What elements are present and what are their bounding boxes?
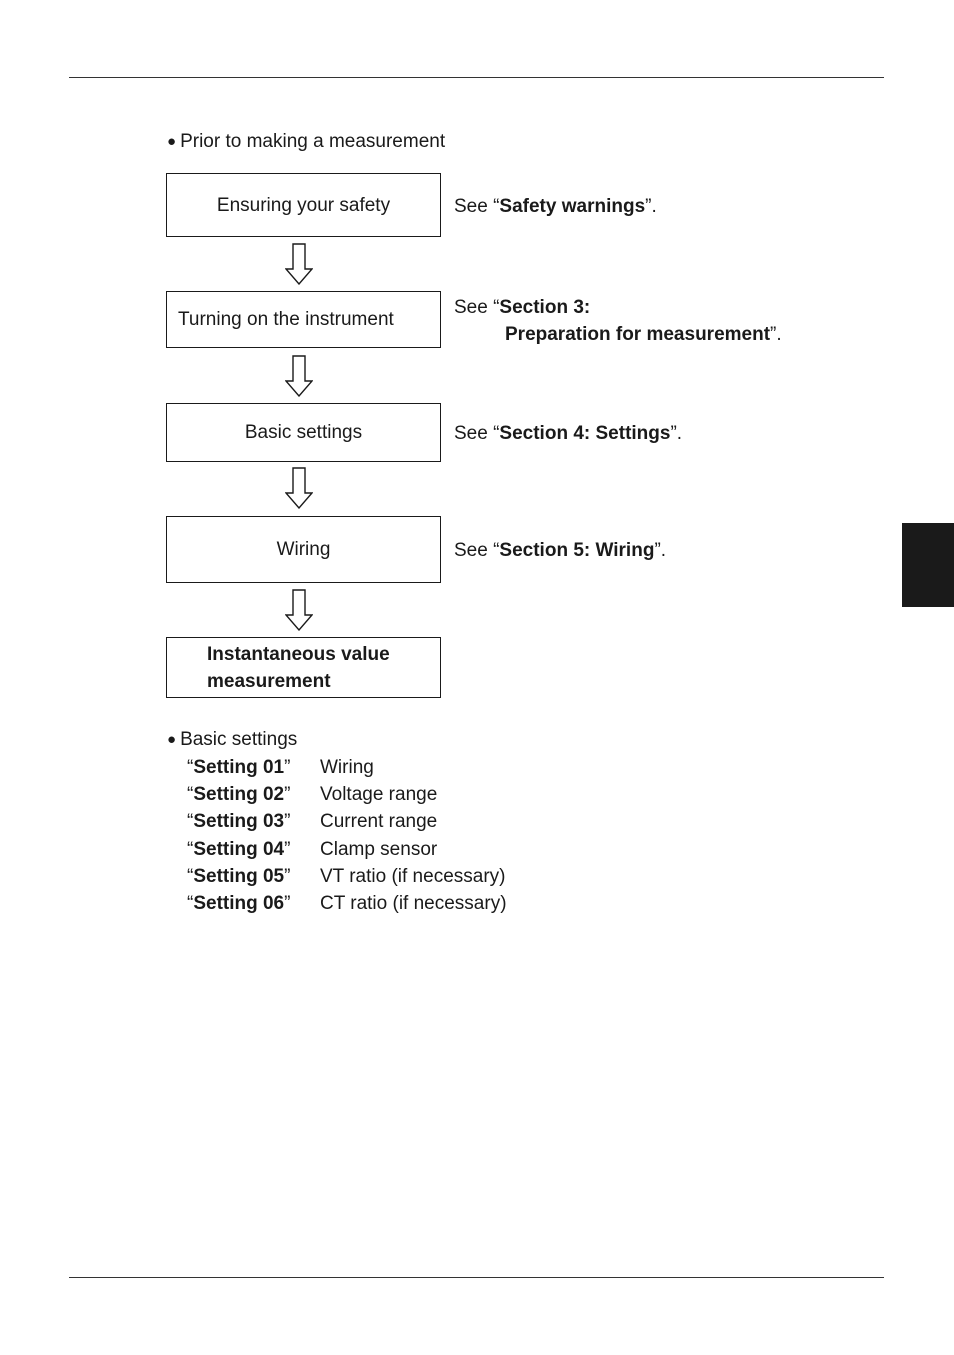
flow-box-safety: Ensuring your safety bbox=[166, 173, 441, 237]
header-rule bbox=[69, 77, 884, 78]
down-arrow-icon bbox=[285, 243, 313, 285]
bullet-icon: ● bbox=[167, 731, 177, 748]
settings-list-item: “Setting 03” Current range bbox=[187, 811, 438, 833]
see-ref-section-5: See “Section 5: Wiring”. bbox=[454, 540, 667, 561]
settings-list bbox=[187, 754, 507, 917]
intro-heading: ● Prior to making a measurement bbox=[167, 131, 446, 152]
settings-list-item: “Setting 01” Wiring bbox=[187, 757, 374, 778]
settings-list-item: “Setting 02” Voltage range bbox=[187, 784, 438, 806]
see-ref-section-3: See “Section 3: Preparation for measurement”. bbox=[454, 297, 782, 345]
flow-box-power-on: Turning on the instrument bbox=[166, 291, 441, 348]
bullet-icon: ● bbox=[167, 133, 177, 150]
basic-settings-heading: ● Basic settings bbox=[167, 729, 298, 750]
down-arrow-icon bbox=[285, 589, 313, 631]
settings-list-item: “Setting 05” VT ratio (if necessary) bbox=[187, 865, 506, 887]
flow-box-measurement: Instantaneous value measurement bbox=[166, 637, 441, 698]
see-ref-safety: See “Safety warnings”. bbox=[454, 196, 657, 217]
settings-list-item: “Setting 04” Clamp sensor bbox=[187, 838, 438, 860]
settings-list-item: “Setting 06” CT ratio (if necessary) bbox=[187, 893, 507, 915]
down-arrow-icon bbox=[285, 355, 313, 397]
flow-box-basic-settings: Basic settings bbox=[166, 403, 441, 462]
chapter-tab bbox=[902, 523, 954, 607]
see-ref-section-4: See “Section 4: Settings”. bbox=[454, 423, 683, 444]
footer-rule bbox=[69, 1277, 884, 1278]
flow-box-wiring: Wiring bbox=[166, 516, 441, 583]
down-arrow-icon bbox=[285, 467, 313, 509]
